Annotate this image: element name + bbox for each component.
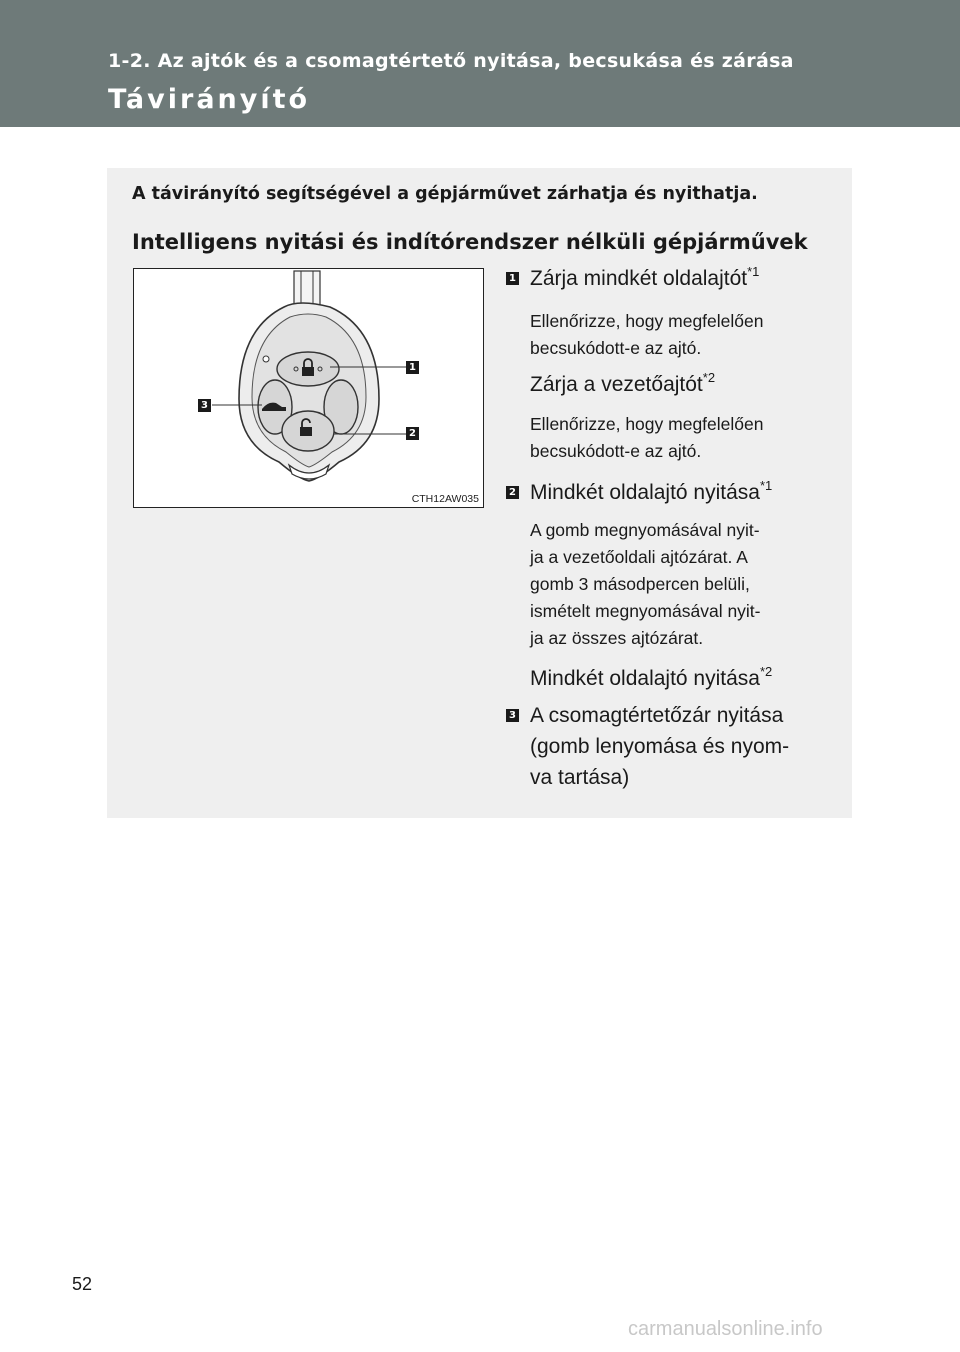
item-2-title bbox=[530, 478, 772, 505]
title-line: A csomagtértetőzár nyitása bbox=[530, 704, 784, 727]
item-1-text bbox=[530, 308, 822, 362]
text-line: A gomb megnyomásával nyit- bbox=[530, 520, 760, 540]
text-line: becsukódott-e az ajtó. bbox=[530, 338, 702, 358]
item-2-footnote: *1 bbox=[759, 478, 773, 493]
item-number-1: 1 bbox=[506, 272, 519, 285]
item-1-title-text: Zárja mindkét oldalajtót bbox=[530, 267, 748, 290]
callout-1: 1 bbox=[406, 361, 419, 374]
item-1-alt-text bbox=[530, 411, 822, 465]
intro-text: A távirányító segítségével a gépjárművet zárhatja és nyithatja. bbox=[132, 184, 758, 204]
item-number-2: 2 bbox=[506, 486, 519, 499]
item-number-3: 3 bbox=[506, 709, 519, 722]
item-1-alt-footnote: *2 bbox=[702, 370, 716, 385]
watermark: carmanualsonline.info bbox=[628, 1318, 823, 1340]
item-1-alt-title-text: Zárja a vezetőajtót bbox=[530, 373, 703, 396]
page-title: Távirányító bbox=[108, 84, 311, 115]
title-line: va tartása) bbox=[530, 766, 630, 789]
item-2-title-text: Mindkét oldalajtó nyitása bbox=[530, 481, 760, 504]
item-2-text bbox=[530, 517, 822, 652]
callout-3: 3 bbox=[198, 399, 211, 412]
subheading: Intelligens nyitási és indítórendszer nélküli gépjárművek bbox=[132, 230, 808, 254]
text-line: becsukódott-e az ajtó. bbox=[530, 441, 702, 461]
item-1-alt-title bbox=[530, 370, 715, 397]
item-1-footnote: *1 bbox=[747, 264, 760, 279]
figure-code: CTH12AW035 bbox=[411, 493, 479, 505]
chapter-header bbox=[0, 0, 960, 127]
page-number: 52 bbox=[72, 1274, 93, 1294]
item-1-title bbox=[530, 264, 759, 291]
key-fob-illustration bbox=[134, 269, 485, 509]
text-line: Ellenőrizze, hogy megfelelően bbox=[530, 311, 764, 331]
text-line: Ellenőrizze, hogy megfelelően bbox=[530, 414, 764, 434]
item-2-alt-footnote: *2 bbox=[759, 664, 773, 679]
title-line: (gomb lenyomása és nyom- bbox=[530, 735, 790, 758]
section-heading: 1-2. Az ajtók és a csomagtértető nyitása, becsukása és zárása bbox=[108, 50, 794, 72]
text-line: ja a vezetőoldali ajtózárat. A bbox=[530, 547, 748, 567]
text-line: ja az összes ajtózárat. bbox=[530, 628, 704, 648]
text-line: gomb 3 másodpercen belüli, bbox=[530, 574, 750, 594]
key-fob-figure bbox=[133, 268, 484, 508]
item-2-alt-title-text: Mindkét oldalajtó nyitása bbox=[530, 667, 760, 690]
item-2-alt-title bbox=[530, 664, 772, 691]
callout-2: 2 bbox=[406, 427, 419, 440]
item-3-title bbox=[530, 700, 789, 793]
text-line: ismételt megnyomásával nyit- bbox=[530, 601, 761, 621]
